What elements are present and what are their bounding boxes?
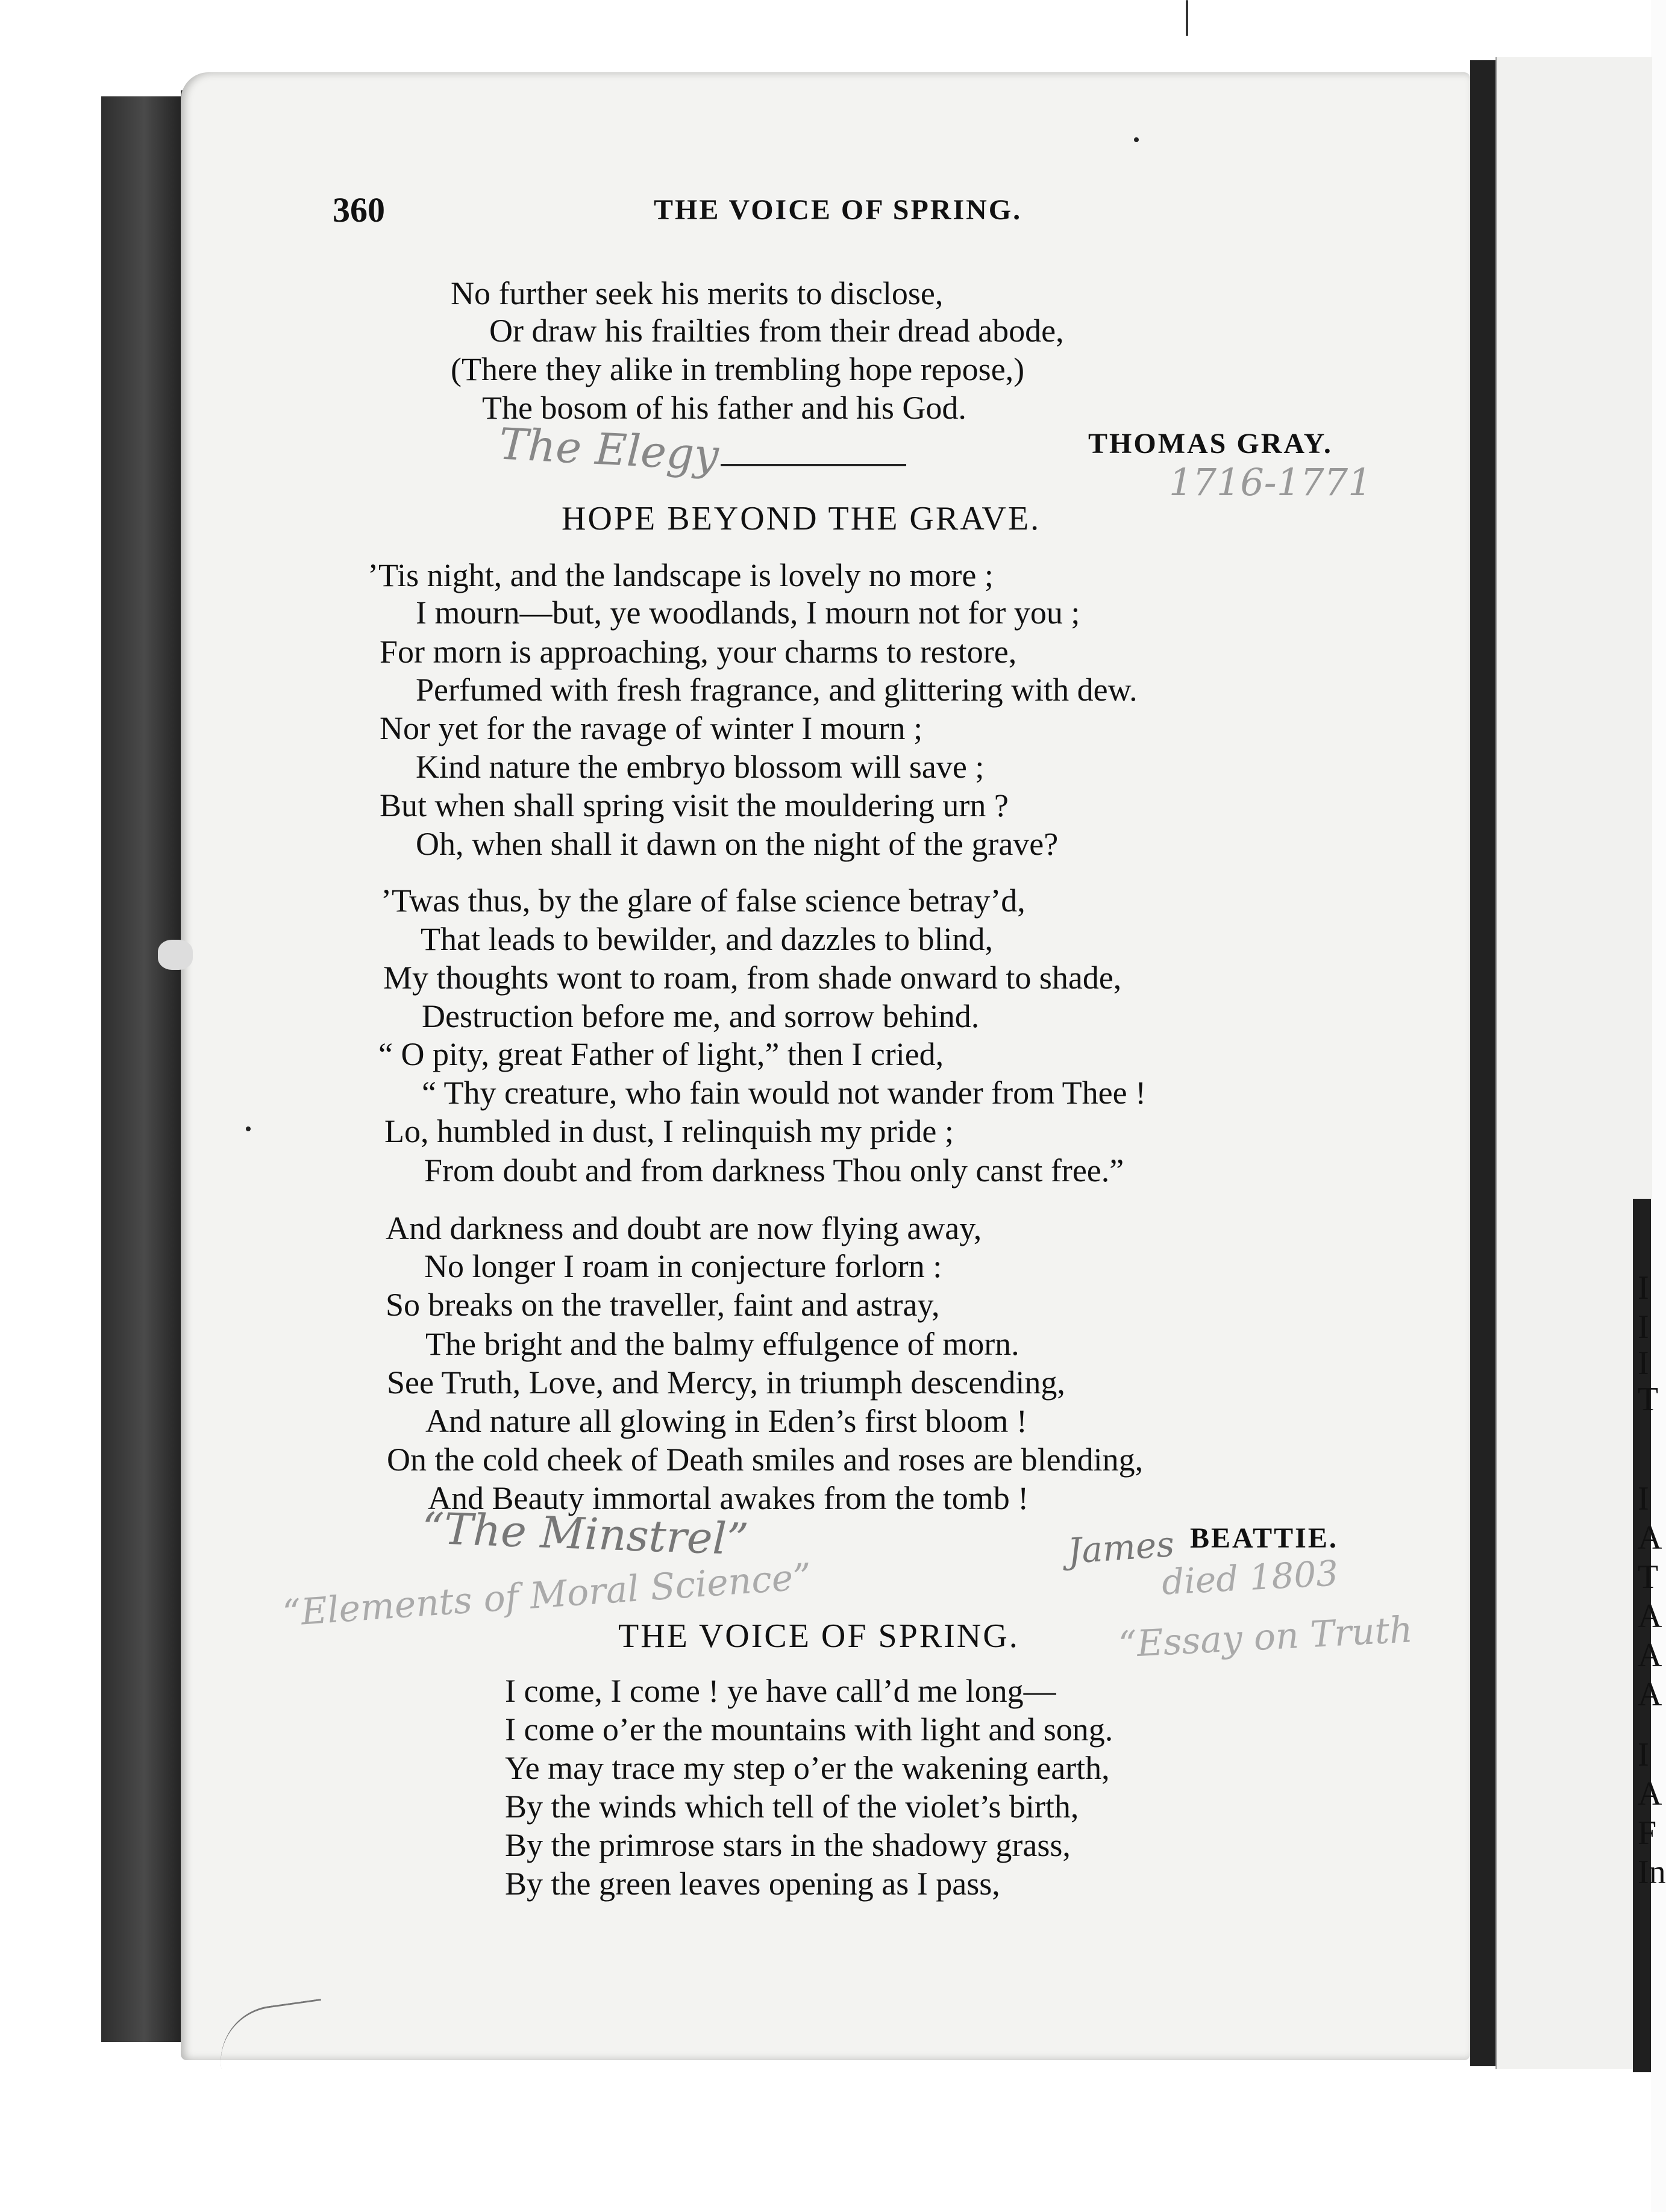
verse-line: My thoughts wont to roam, from shade onward to shade, [383, 960, 1122, 996]
verse-line: “ Thy creature, who fain would not wander from Thee ! [422, 1075, 1147, 1111]
verse-line: I come o’er the mountains with light and song. [505, 1711, 1113, 1748]
author-attribution: THOMAS GRAY. [1088, 428, 1333, 460]
verse-line: No further seek his merits to disclose, [451, 275, 944, 311]
verse-line: Destruction before me, and sorrow behind. [422, 998, 980, 1034]
next-page-letter: I [1638, 1345, 1649, 1382]
verse-line: By the green leaves opening as I pass, [505, 1866, 1000, 1902]
next-page-letter: I [1638, 1480, 1649, 1517]
verse-line: For morn is approaching, your charms to restore, [380, 634, 1017, 670]
handwritten-note: “Essay on Truth [1117, 1608, 1414, 1666]
next-page-letter: T [1638, 1558, 1659, 1596]
handwritten-note: The Elegy [498, 418, 720, 481]
verse-line: See Truth, Love, and Mercy, in triumph descending, [387, 1364, 1065, 1401]
verse-line: But when shall spring visit the mouldering urn ? [380, 787, 1009, 823]
next-page-letter: In [1638, 1854, 1666, 1891]
poem-title: THE VOICE OF SPRING. [618, 1617, 1019, 1655]
verse-line: “ O pity, great Father of light,” then I cried, [378, 1036, 944, 1072]
verse-line: Oh, when shall it dawn on the night of the grave? [416, 826, 1059, 862]
verse-line: ’Tis night, and the landscape is lovely no more ; [368, 557, 994, 593]
verse-line: I mourn—but, ye woodlands, I mourn not for you ; [416, 595, 1080, 631]
verse-line: I come, I come ! ye have call’d me long— [505, 1673, 1056, 1709]
verse-line: On the cold cheek of Death smiles and roses are blending, [387, 1442, 1144, 1478]
verse-line: (There they alike in trembling hope repose,) [451, 351, 1025, 387]
running-title: THE VOICE OF SPRING. [654, 194, 1022, 226]
verse-line: Ye may trace my step o’er the wakening earth, [505, 1750, 1110, 1786]
next-page-letter: I [1638, 1736, 1649, 1773]
verse-line: Or draw his frailties from their dread abode, [489, 313, 1064, 349]
verse-line: ’Twas thus, by the glare of false science betray’d, [381, 883, 1026, 919]
next-page-letter: I [1638, 1269, 1649, 1307]
page-smudge [158, 940, 193, 970]
handwritten-note: James [1066, 1523, 1176, 1572]
verse-line: The bosom of his father and his God. [482, 390, 966, 426]
next-page-letter: A [1638, 1676, 1662, 1713]
verse-line: From doubt and from darkness Thou only canst free.” [424, 1152, 1124, 1189]
verse-line: Lo, humbled in dust, I relinquish my pride ; [384, 1113, 954, 1149]
handwritten-note: died 1803 [1160, 1552, 1339, 1603]
verse-line: By the winds which tell of the violet’s birth, [505, 1789, 1079, 1825]
next-page-edge [1495, 57, 1652, 2069]
verse-line: And darkness and doubt are now flying away, [386, 1210, 982, 1246]
page-gutter [1470, 60, 1495, 2066]
verse-line: Kind nature the embryo blossom will save ; [416, 749, 985, 785]
handwritten-note: “Elements of Moral Science” [281, 1555, 813, 1635]
page-number: 360 [333, 190, 385, 230]
next-page-letter: A [1638, 1775, 1662, 1813]
next-page-letter: F [1638, 1814, 1657, 1852]
scan-mark [1186, 0, 1188, 36]
verse-line: No longer I roam in conjecture forlorn : [424, 1248, 942, 1284]
author-attribution: BEATTIE. [1190, 1522, 1338, 1554]
poem-title: HOPE BEYOND THE GRAVE. [562, 500, 1041, 537]
verse-line: Nor yet for the ravage of winter I mourn ; [380, 710, 923, 746]
next-page-letter: I [1638, 1308, 1649, 1346]
verse-line: By the primrose stars in the shadowy grass, [505, 1827, 1071, 1863]
verse-line: And nature all glowing in Eden’s first bloom ! [425, 1403, 1027, 1439]
verse-line: And Beauty immortal awakes from the tomb ! [428, 1480, 1029, 1516]
verse-line: So breaks on the traveller, faint and astray, [386, 1287, 940, 1323]
next-page-letter: A [1638, 1519, 1662, 1557]
verse-line: Perfumed with fresh fragrance, and glittering with dew. [416, 672, 1138, 708]
ink-speck [1134, 137, 1139, 142]
ink-speck [246, 1126, 251, 1131]
next-page-letter: T [1638, 1381, 1659, 1418]
handwritten-note: “The Minstrel” [421, 1502, 750, 1565]
next-page-letter: A [1638, 1637, 1662, 1674]
next-page-letter: A [1638, 1598, 1662, 1635]
verse-line: That leads to bewilder, and dazzles to blind, [421, 921, 994, 957]
verse-line: The bright and the balmy effulgence of morn. [425, 1326, 1019, 1362]
handwritten-note: 1716-1771 [1169, 460, 1372, 504]
section-divider [721, 464, 906, 466]
